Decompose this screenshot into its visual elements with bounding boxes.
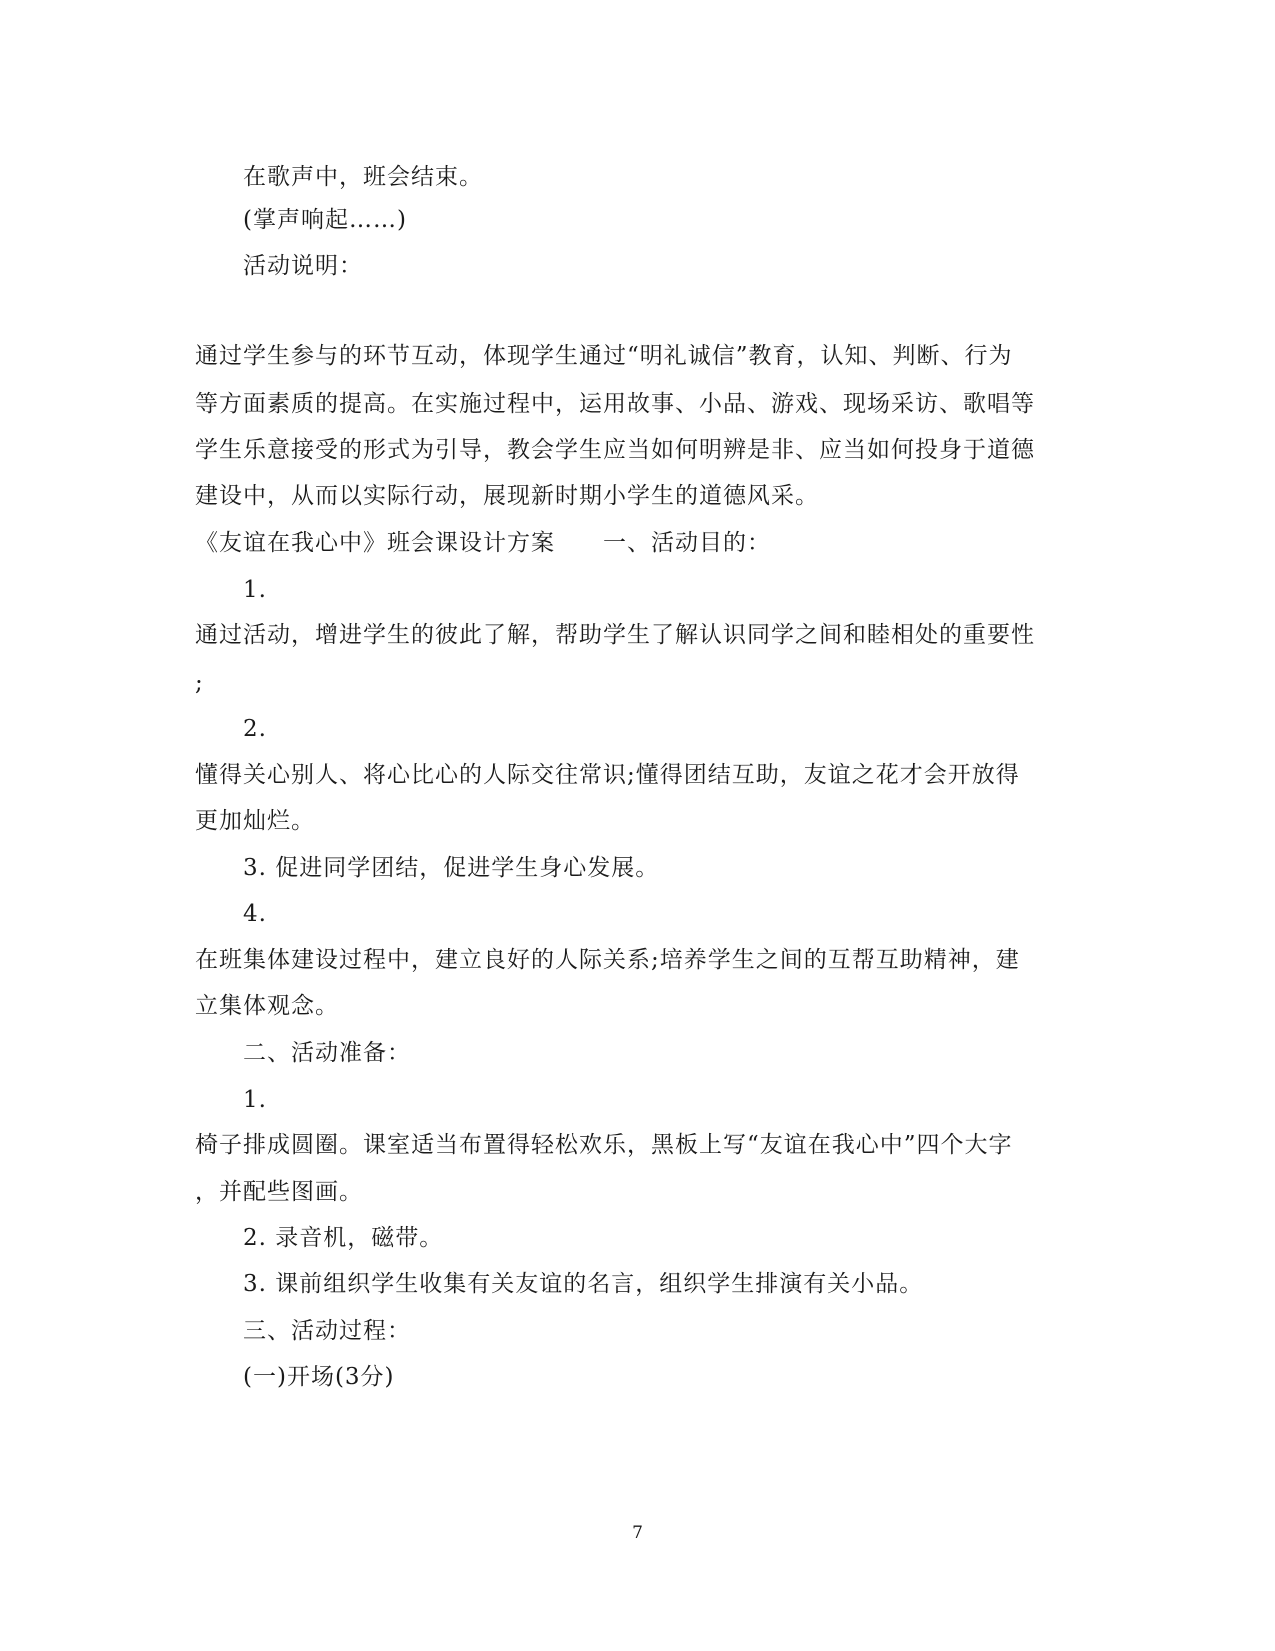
page-number: 7 [632,1523,643,1543]
text-line: 通过学生参与的环节互动，体现学生通过“明礼诚信”教育，认知、判断、行为 [195,343,1013,369]
section-heading: 《友谊在我心中》班会课设计方案 一、活动目的： [195,530,771,556]
subsection-heading: (一)开场(3分) [243,1364,395,1390]
text-line: ; [195,670,204,696]
list-item: 3. 促进同学团结，促进学生身心发展。 [243,855,660,881]
text-line: (掌声响起……) [243,207,407,233]
text-line: 懂得关心别人、将心比心的人际交往常识;懂得团结互助，友谊之花才会开放得 [195,762,1020,788]
text-line: 在歌声中，班会结束。 [243,164,483,190]
text-line: 在班集体建设过程中，建立良好的人际关系;培养学生之间的互帮互助精神，建 [195,947,1020,973]
text-line: 通过活动，增进学生的彼此了解，帮助学生了解认识同学之间和睦相处的重要性 [195,622,1035,648]
text-line: ，并配些图画。 [195,1179,363,1205]
text-line: 学生乐意接受的形式为引导，教会学生应当如何明辨是非、应当如何投身于道德 [195,437,1035,463]
text-line: 建设中，从而以实际行动，展现新时期小学生的道德风采。 [195,483,819,509]
list-number: 4. [243,901,267,927]
list-number: 1. [243,577,267,603]
text-line: 椅子排成圆圈。课室适当布置得轻松欢乐，黑板上写“友谊在我心中”四个大字 [195,1132,1013,1158]
list-number: 2. [243,716,267,742]
text-line: 立集体观念。 [195,993,339,1019]
text-line: 活动说明： [243,253,363,279]
list-item: 2. 录音机，磁带。 [243,1225,444,1251]
section-heading: 二、活动准备： [243,1040,411,1066]
text-line: 更加灿烂。 [195,808,315,834]
list-item: 3. 课前组织学生收集有关友谊的名言，组织学生排演有关小品。 [243,1271,924,1297]
section-heading: 三、活动过程： [243,1318,411,1344]
list-number: 1. [243,1087,267,1113]
text-line: 等方面素质的提高。在实施过程中，运用故事、小品、游戏、现场采访、歌唱等 [195,391,1035,417]
